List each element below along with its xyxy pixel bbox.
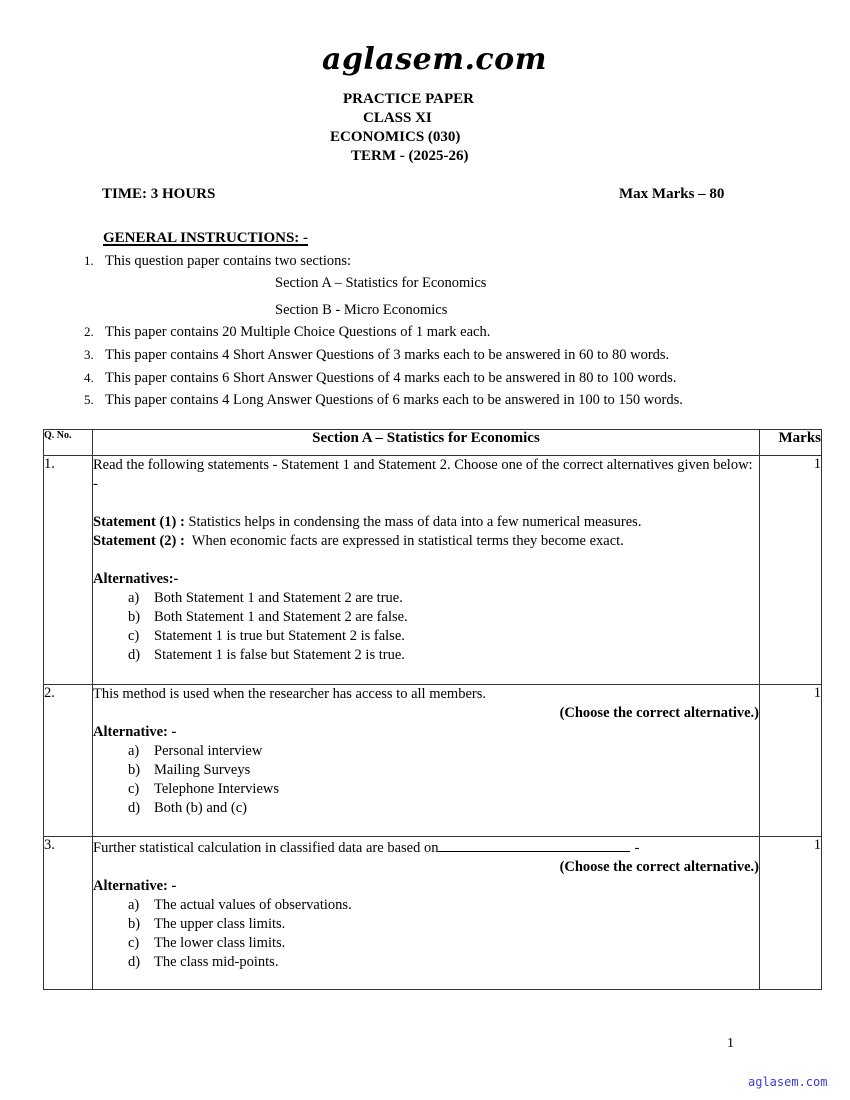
header-section: Section A – Statistics for Economics (93, 430, 760, 456)
site-logo: aglasem.com (322, 42, 547, 77)
class-label: CLASS XI (363, 110, 432, 126)
question-text-suffix: - (634, 840, 640, 856)
option-text: The upper class limits. (154, 916, 286, 932)
option-letter: c) (128, 781, 140, 797)
option-text: Both Statement 1 and Statement 2 are true. (154, 590, 403, 606)
option-item (128, 934, 759, 953)
instructions-heading: GENERAL INSTRUCTIONS: - (103, 230, 309, 246)
statement-1 (93, 513, 759, 532)
option-text: Both Statement 1 and Statement 2 are false. (154, 609, 408, 625)
instruction-item (84, 345, 669, 365)
question-text: This method is used when the researcher has access to all members. (93, 686, 486, 702)
question-number: 3. (44, 837, 93, 990)
statement-label: Statement (1) : (93, 514, 185, 530)
option-letter: a) (128, 590, 140, 606)
option-text: Statement 1 is false but Statement 2 is true. (154, 647, 405, 663)
header-marks: Marks (760, 430, 822, 456)
option-item (128, 896, 759, 915)
option-item (128, 799, 759, 818)
option-text: Both (b) and (c) (154, 800, 248, 816)
options-list (93, 742, 759, 818)
alternatives-heading: Alternative: - (93, 724, 177, 740)
instruction-text: This paper contains 4 Short Answer Questions of 3 marks each to be answered in 60 to 80 words. (105, 347, 670, 363)
option-letter: d) (128, 647, 141, 663)
table-header-row (44, 430, 822, 456)
watermark-link[interactable]: aglasem.com (748, 1075, 828, 1089)
instruction-text: This paper contains 20 Multiple Choice Questions of 1 mark each. (105, 324, 491, 340)
option-text: Personal interview (154, 743, 263, 759)
option-item (128, 589, 759, 608)
statement-label: Statement (2) : (93, 533, 185, 549)
questions-table (43, 429, 822, 990)
question-row (44, 456, 822, 685)
instruction-number: 5. (84, 392, 94, 407)
option-letter: c) (128, 628, 140, 644)
question-row (44, 837, 822, 990)
option-letter: b) (128, 609, 141, 625)
instruction-item (84, 368, 676, 388)
option-item (128, 780, 759, 799)
section-b-label: Section B - Micro Economics (275, 302, 448, 318)
fill-in-blank (438, 837, 630, 852)
instruction-number: 3. (84, 347, 94, 362)
instruction-number: 4. (84, 370, 94, 385)
instruction-text: This paper contains 4 Long Answer Questions of 6 marks each to be answered in 100 to 150 words. (105, 392, 683, 408)
option-letter: b) (128, 762, 141, 778)
option-letter: d) (128, 954, 141, 970)
question-marks: 1 (760, 456, 822, 685)
option-letter: a) (128, 897, 140, 913)
question-text: Read the following statements - Statement 1 and Statement 2. Choose one of the correct alternatives given below: - (93, 457, 753, 492)
option-text: Statement 1 is true but Statement 2 is false. (154, 628, 405, 644)
option-letter: c) (128, 935, 140, 951)
statement-text: When economic facts are expressed in statistical terms they become exact. (184, 533, 624, 549)
section-a-label: Section A – Statistics for Economics (275, 275, 487, 291)
max-marks: Max Marks – 80 (619, 186, 725, 202)
statement-2 (93, 532, 759, 551)
question-marks: 1 (760, 837, 822, 990)
question-number: 1. (44, 456, 93, 685)
option-item (128, 646, 759, 665)
option-text: The actual values of observations. (154, 897, 352, 913)
question-body (93, 685, 760, 837)
instruction-text: This question paper contains two sections: (105, 253, 352, 269)
options-list (93, 896, 759, 972)
question-body (93, 456, 760, 685)
option-text: Mailing Surveys (154, 762, 251, 778)
question-number: 2. (44, 685, 93, 837)
subject-label: ECONOMICS (030) (330, 129, 461, 145)
option-text: Telephone Interviews (154, 781, 280, 797)
time-allowed: TIME: 3 HOURS (102, 186, 216, 202)
statement-text: Statistics helps in condensing the mass of data into a few numerical measures. (184, 514, 642, 530)
paper-title: PRACTICE PAPER (343, 91, 474, 107)
alternatives-heading: Alternatives:- (93, 571, 179, 587)
option-item (128, 608, 759, 627)
option-letter: b) (128, 916, 141, 932)
question-instruction: (Choose the correct alternative.) (559, 705, 759, 721)
option-item (128, 915, 759, 934)
option-letter: a) (128, 743, 140, 759)
instruction-text: This paper contains 6 Short Answer Questions of 4 marks each to be answered in 80 to 100 words. (105, 370, 677, 386)
question-instruction: (Choose the correct alternative.) (559, 859, 759, 875)
question-marks: 1 (760, 685, 822, 837)
alternatives-heading: Alternative: - (93, 878, 177, 894)
option-letter: d) (128, 800, 141, 816)
option-text: The class mid-points. (154, 954, 279, 970)
option-item (128, 761, 759, 780)
option-item (128, 953, 759, 972)
option-text: The lower class limits. (154, 935, 286, 951)
instruction-item (84, 322, 490, 342)
question-text: Further statistical calculation in classified data are based on (93, 840, 439, 856)
term-label: TERM - (2025-26) (351, 148, 469, 164)
question-text-line (93, 837, 759, 858)
option-item (128, 627, 759, 646)
option-item (128, 742, 759, 761)
instruction-number: 2. (84, 324, 94, 339)
options-list (93, 589, 759, 665)
instruction-number: 1. (84, 253, 94, 268)
question-row (44, 685, 822, 837)
instruction-item (84, 251, 351, 271)
instruction-item (84, 390, 683, 410)
page-number: 1 (727, 1036, 734, 1051)
question-body (93, 837, 760, 990)
header-qno: Q. No. (44, 430, 93, 456)
